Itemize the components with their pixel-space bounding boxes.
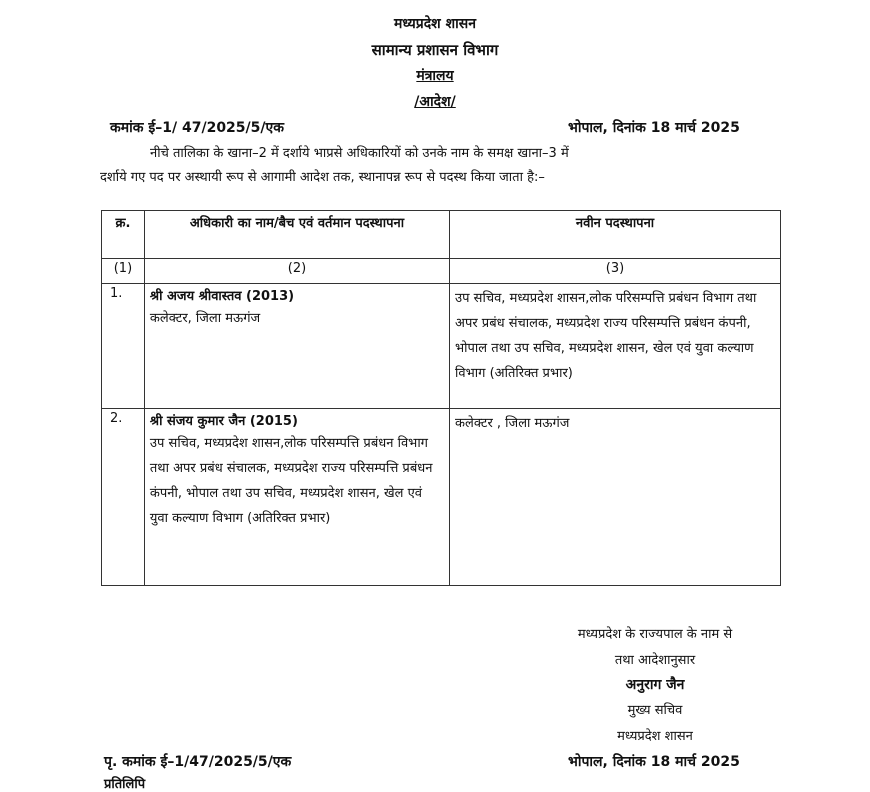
order-reference-number: कमांक ई–1/ 47/2025/5/एक xyxy=(110,120,285,136)
new-posting-cell xyxy=(450,409,781,586)
column-number-3: (3) xyxy=(450,259,781,284)
endorsement-reference-number: पृ. कमांक ई–1/47/2025/5/एक xyxy=(104,754,292,770)
govt-title: मध्यप्रदेश शासन xyxy=(394,16,476,32)
intro-line-2: दर्शाये गए पद पर अस्थायी रूप से आगामी आदेश तक, स्थानापन्न रूप से पदस्थ किया जाता है:– xyxy=(100,170,545,185)
column-number-row xyxy=(102,259,781,284)
new-posting: उप सचिव, मध्यप्रदेश शासन,लोक परिसम्पत्ति प्रबंधन विभाग तथा अपर प्रबंध संचालक, मध्यप्रदेश राज्य परिसम्पत्ति प्रबंधन कंपनी, भोपाल तथा उप सचिव, मध्यप्रदेश शासन, खेल एवं युवा कल्याण विभाग (अतिरिक्त प्रभार) xyxy=(455,291,757,381)
current-posting: कलेक्टर, जिला मऊगंज xyxy=(149,311,261,326)
department-title: सामान्य प्रशासन विभाग xyxy=(371,41,499,59)
intro-line-1: नीचे तालिका के खाना–2 में दर्शाये भाप्रसे अधिकारियों को उनके नाम के समक्ष खाना–3 में xyxy=(150,146,569,161)
table-row xyxy=(102,409,781,586)
signature-authority-line: मध्यप्रदेश के राज्यपाल के नाम से xyxy=(577,627,733,642)
current-posting: उप सचिव, मध्यप्रदेश शासन,लोक परिसम्पत्ति प्रबंधन विभाग तथा अपर प्रबंध संचालक, मध्यप्रदेश राज्य परिसम्पत्ति प्रबंधन कंपनी, भोपाल तथा उप सचिव, मध्यप्रदेश शासन, खेल एवं युवा कल्याण विभाग (अतिरिक्त प्रभार) xyxy=(149,436,433,526)
signature-order-line: तथा आदेशानुसार xyxy=(614,653,696,668)
copy-to-label: प्रतिलिपि xyxy=(104,777,146,792)
signatory-office: मध्यप्रदेश शासन xyxy=(617,729,693,744)
posting-table xyxy=(101,210,781,586)
order-intro-paragraph xyxy=(100,142,772,190)
header-serial: क्र. xyxy=(102,211,145,259)
row-serial: 1. xyxy=(102,284,145,409)
order-heading: /आदेश/ xyxy=(414,94,456,110)
table-header-row xyxy=(102,211,781,259)
office-title: मंत्रालय xyxy=(416,68,454,84)
endorsement-place-date: भोपाल, दिनांक 18 मार्च 2025 xyxy=(568,754,740,770)
signatory-name: अनुराग जैन xyxy=(625,677,685,693)
new-posting: कलेक्टर , जिला मऊगंज xyxy=(455,416,570,431)
row-serial: 2. xyxy=(102,409,145,586)
table-row xyxy=(102,284,781,409)
header-officer: अधिकारी का नाम/बैच एवं वर्तमान पदस्थापना xyxy=(144,211,449,259)
officer-cell xyxy=(144,284,449,409)
officer-name: श्री अजय श्रीवास्तव (2013) xyxy=(149,289,295,304)
officer-name: श्री संजय कुमार जैन (2015) xyxy=(149,414,298,429)
column-number-2: (2) xyxy=(144,259,449,284)
officer-cell xyxy=(144,409,449,586)
new-posting-cell xyxy=(450,284,781,409)
header-new-posting: नवीन पदस्थापना xyxy=(450,211,781,259)
order-place-date: भोपाल, दिनांक 18 मार्च 2025 xyxy=(568,120,740,136)
column-number-1: (1) xyxy=(102,259,145,284)
signatory-designation: मुख्य सचिव xyxy=(627,703,683,718)
